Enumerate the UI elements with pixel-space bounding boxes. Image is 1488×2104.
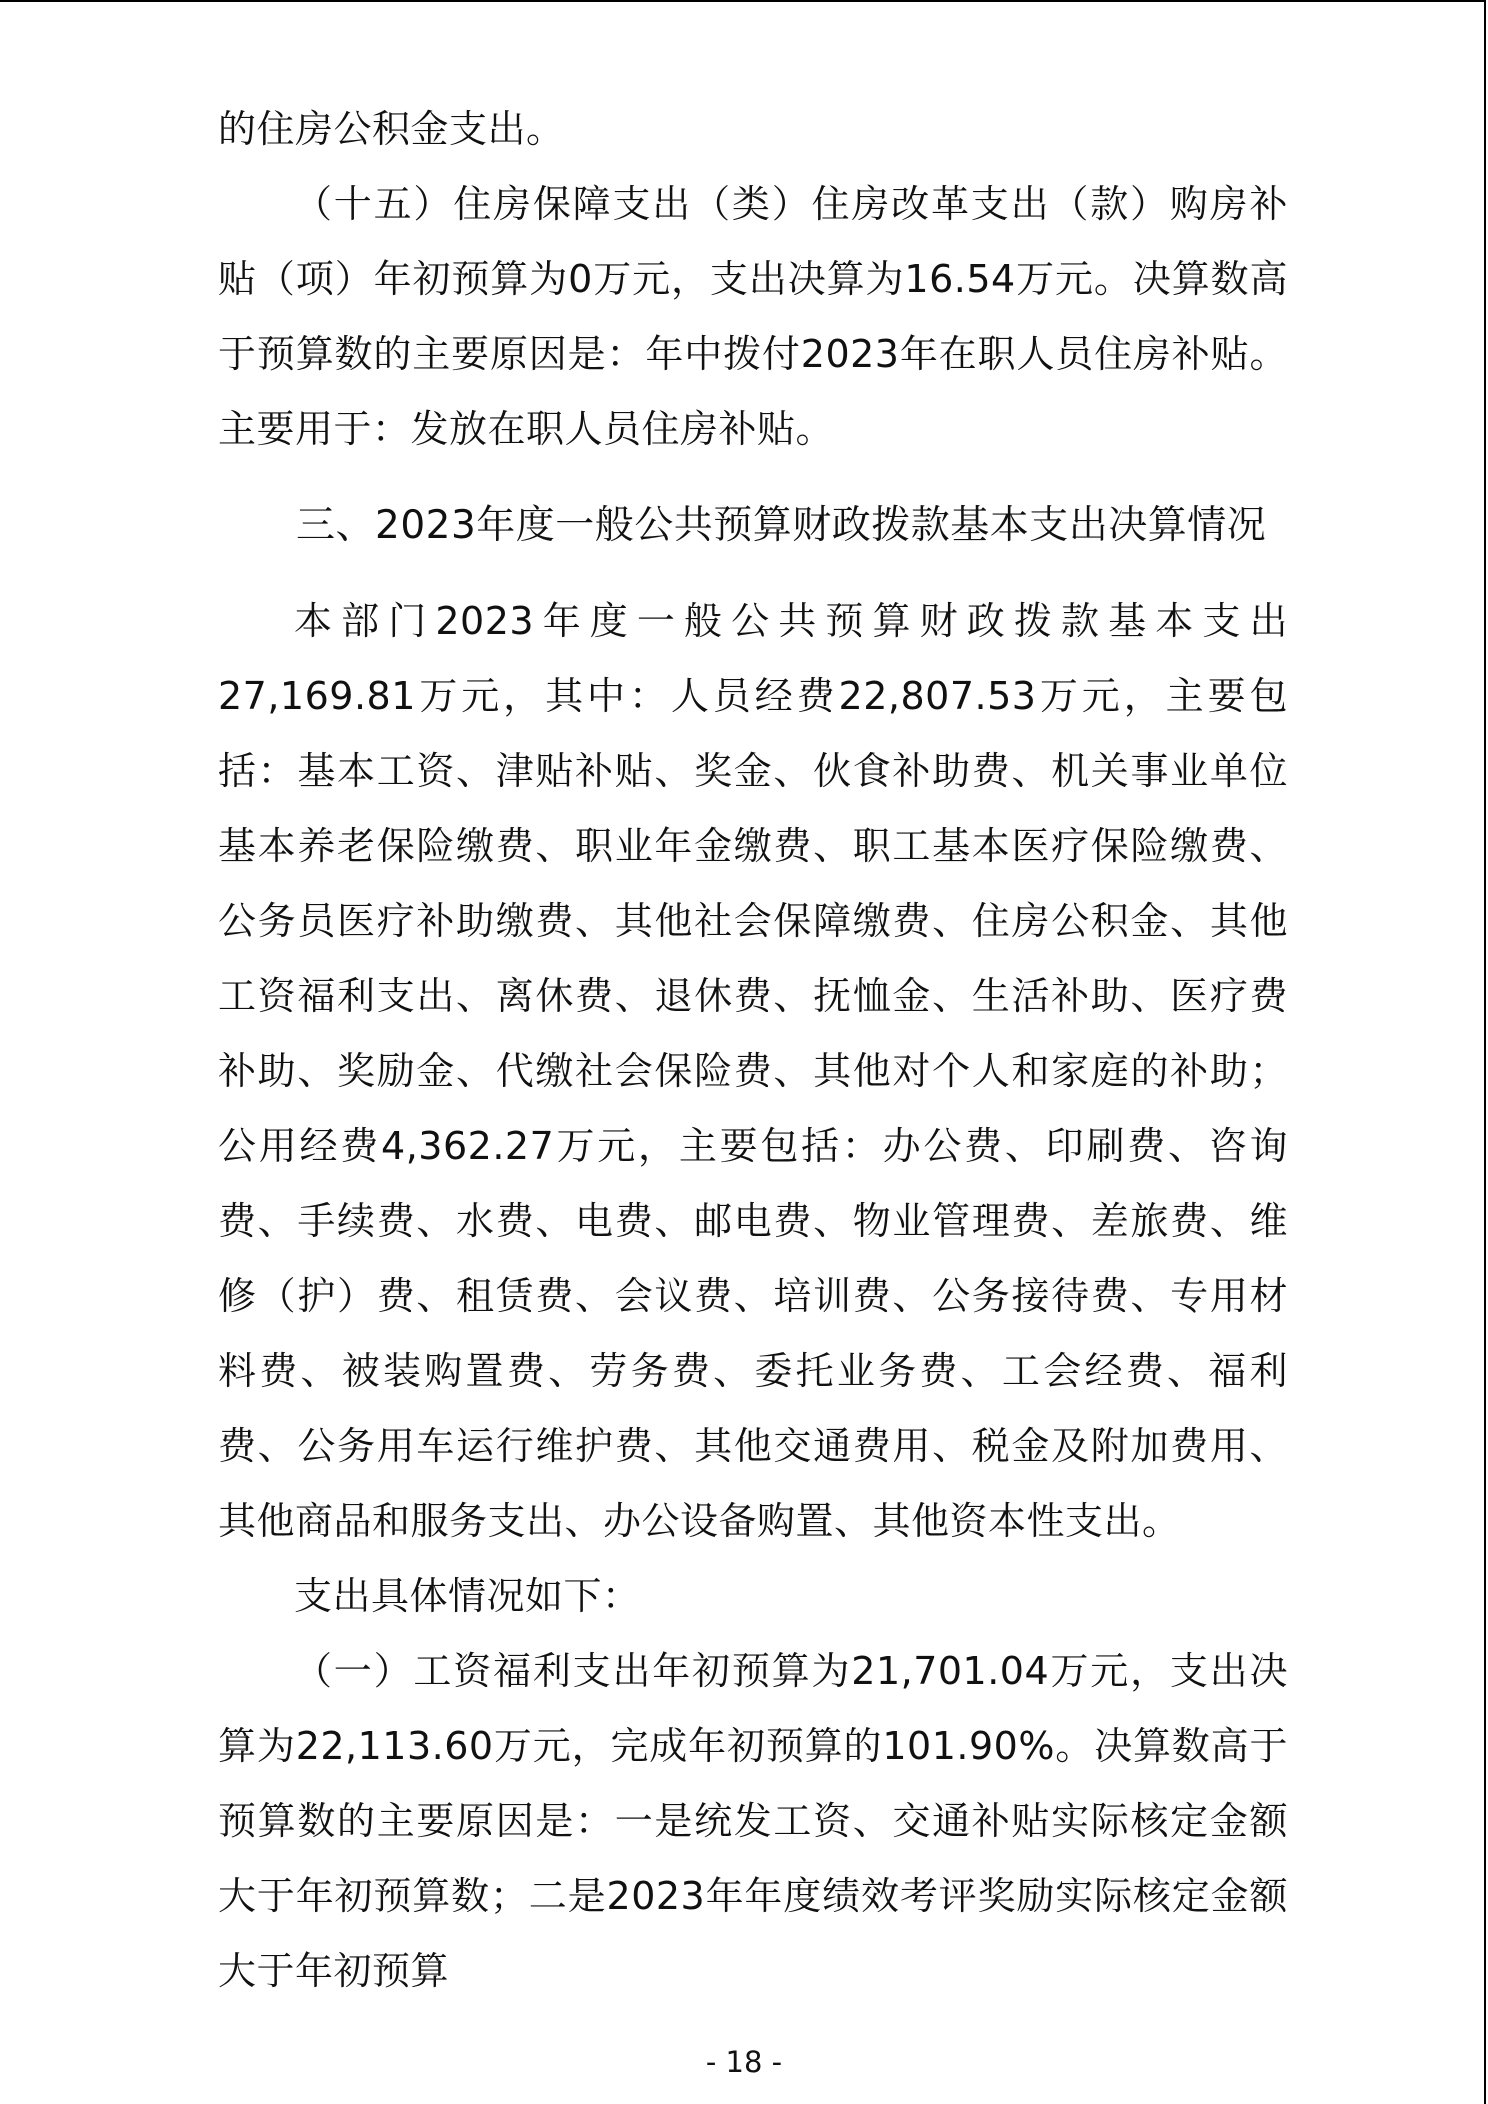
paragraph-continuation: 的住房公积金支出。 — [218, 107, 565, 151]
page-number: - 18 - — [705, 2045, 783, 2079]
section-heading-3: 三、2023年度一般公共预算财政拨款基本支出决算情况 — [296, 503, 1267, 548]
paragraph-details-intro: 支出具体情况如下： — [294, 1574, 641, 1618]
paragraph-item-15: （十五）住房保障支出（类）住房改革支出（款）购房补贴（项）年初预算为0万元，支出决算为16.54万元。决算数高于预算数的主要原因是：年中拨付2023年在职人员住房补贴。主要用于：发放在职人员住房补贴。 — [218, 182, 1288, 451]
paragraph-item-1: （一）工资福利支出年初预算为21,701.04万元，支出决算为22,113.60万元，完成年初预算的101.90%。决算数高于预算数的主要原因是：一是统发工资、交通补贴实际核定金额大于年初预算数；二是2023年年度绩效考评奖励实际核定金额大于年初预算 — [218, 1649, 1288, 1993]
document-body — [218, 92, 1288, 2009]
paragraph-basic-expenditure: 本部门2023年度一般公共预算财政拨款基本支出27,169.81万元，其中：人员经费22,807.53万元，主要包括：基本工资、津贴补贴、奖金、伙食补助费、机关事业单位基本养老保险缴费、职业年金缴费、职工基本医疗保险缴费、公务员医疗补助缴费、其他社会保障缴费、住房公积金、其他工资福利支出、离休费、退休费、抚恤金、生活补助、医疗费补助、奖励金、代缴社会保险费、其他对个人和家庭的补助；公用经费4,362.27万元，主要包括：办公费、印刷费、咨询费、手续费、水费、电费、邮电费、物业管理费、差旅费、维修（护）费、租赁费、会议费、培训费、公务接待费、专用材料费、被装购置费、劳务费、委托业务费、工会经费、福利费、公务用车运行维护费、其他交通费用、税金及附加费用、其他商品和服务支出、办公设备购置、其他资本性支出。 — [218, 599, 1288, 1543]
